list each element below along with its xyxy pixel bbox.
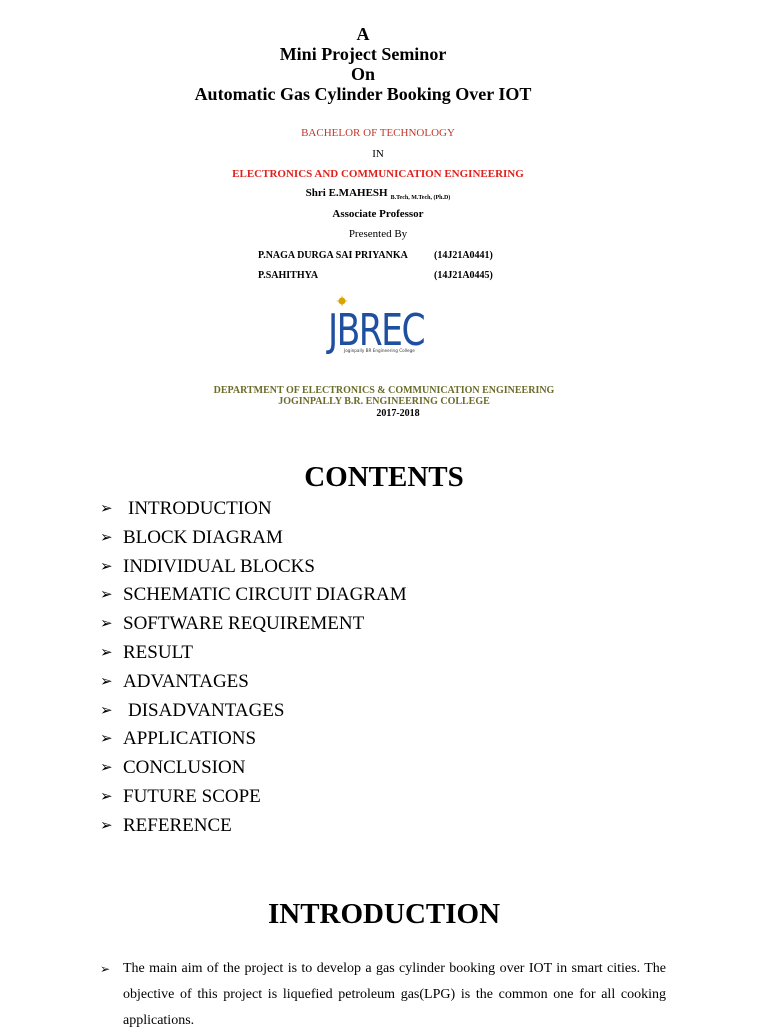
title-line-a: A <box>356 24 370 44</box>
degree-name: BACHELOR OF TECHNOLOGY <box>301 127 455 139</box>
title-line-seminor: Mini Project Seminor <box>279 44 447 64</box>
arrow-bullet-icon: ➢ <box>100 529 113 546</box>
arrow-bullet-icon: ➢ <box>100 558 113 575</box>
branch-name: ELECTRONICS AND COMMUNICATION ENGINEERING <box>232 168 524 180</box>
contents-heading: CONTENTS <box>304 461 464 493</box>
list-item: ➢ BLOCK DIAGRAM <box>100 524 407 553</box>
arrow-bullet-icon: ➢ <box>100 587 113 604</box>
list-item: ➢ INTRODUCTION <box>100 495 407 524</box>
presented-by: Presented By <box>348 228 408 240</box>
title-line-on: On <box>350 64 375 84</box>
project-title: Automatic Gas Cylinder Booking Over IOT <box>194 84 532 104</box>
college-name: JOGINPALLY B.R. ENGINEERING COLLEGE <box>278 396 490 407</box>
arrow-bullet-icon: ➢ <box>100 702 113 719</box>
student-name: P.SAHITHYA <box>258 270 319 281</box>
arrow-bullet-icon: ➢ <box>100 760 113 777</box>
list-item: ➢ ADVANTAGES <box>100 668 407 697</box>
in-text: IN <box>372 148 384 160</box>
introduction-text: The main aim of the project is to develop a gas cylinder booking over IOT in smart cities. The objective of this project is liquefied petroleum gas(LPG) is the common one for all cooking applications. <box>123 961 666 1028</box>
guide-qualifications: B.Tech, M.Tech, (Ph.D) <box>390 195 451 201</box>
arrow-bullet-icon: ➢ <box>100 817 113 834</box>
list-item: ➢ RESULT <box>100 639 407 668</box>
arrow-bullet-icon: ➢ <box>100 673 113 690</box>
arrow-bullet-icon: ➢ <box>100 788 113 805</box>
introduction-heading: INTRODUCTION <box>267 898 501 930</box>
arrow-bullet-icon: ➢ <box>100 616 113 633</box>
list-item: ➢ FUTURE SCOPE <box>100 783 407 812</box>
guide-line <box>0 187 756 205</box>
student-roll: (14J21A0445) <box>434 270 493 281</box>
arrow-bullet-icon: ➢ <box>100 644 113 661</box>
student-name: P.NAGA DURGA SAI PRIYANKA <box>258 250 408 261</box>
list-item: ➢ REFERENCE <box>100 812 407 841</box>
introduction-paragraph <box>100 956 666 1034</box>
list-item: ➢ INDIVIDUAL BLOCKS <box>100 553 407 582</box>
academic-year: 2017-2018 <box>376 408 420 419</box>
arrow-bullet-icon: ➢ <box>100 962 111 976</box>
list-item: ➢ CONCLUSION <box>100 754 407 783</box>
list-item: ➢ APPLICATIONS <box>100 725 407 754</box>
student-row <box>258 269 493 282</box>
arrow-bullet-icon: ➢ <box>100 731 113 748</box>
student-roll: (14J21A0441) <box>434 250 493 261</box>
college-logo <box>322 295 430 365</box>
guide-designation: Associate Professor <box>332 208 424 220</box>
list-item: ➢ DISADVANTAGES <box>100 697 407 726</box>
arrow-bullet-icon: ➢ <box>100 501 113 517</box>
logo-text: JBREC <box>325 305 425 356</box>
list-item: ➢ SOFTWARE REQUIREMENT <box>100 610 407 639</box>
list-item: ➢ SCHEMATIC CIRCUIT DIAGRAM <box>100 581 407 610</box>
seminar-title-block <box>0 24 726 104</box>
student-row <box>258 249 493 262</box>
department-name: DEPARTMENT OF ELECTRONICS & COMMUNICATION ENGINEERING <box>213 385 555 396</box>
logo-tagline: Joginpally BR Engineering College <box>344 348 415 353</box>
contents-list <box>100 495 407 841</box>
guide-name: Shri E.MAHESH <box>305 187 388 199</box>
